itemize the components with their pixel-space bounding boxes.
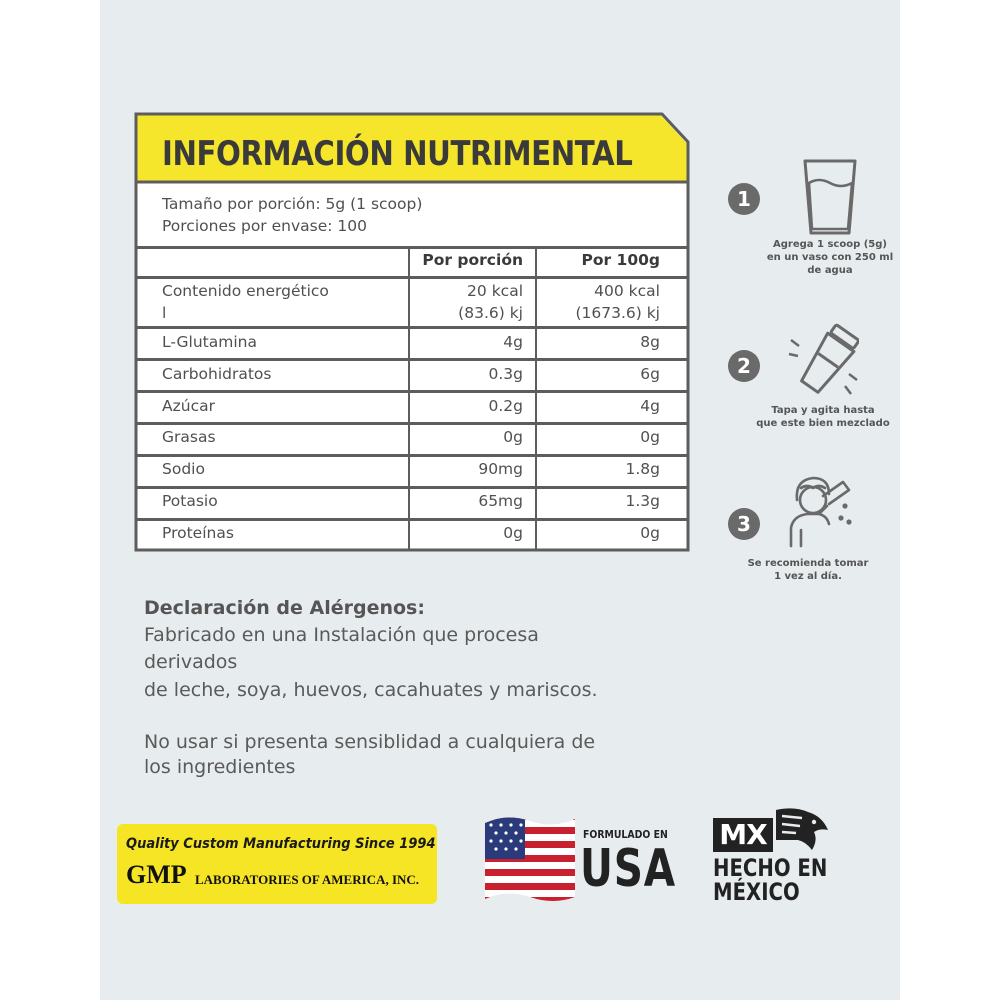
value-per-100g: 1.8g xyxy=(625,460,660,478)
divider xyxy=(137,486,687,489)
value-per-100g: 1.3g xyxy=(625,492,660,510)
serving-size: Tamaño por porción: 5g (1 scoop) xyxy=(162,195,423,213)
step-line: Se recomienda tomar xyxy=(747,558,869,569)
value-per-100g: 400 kcal xyxy=(594,282,660,300)
shaker-icon xyxy=(787,320,859,396)
value-per-100g-kj: (1673.6) kj xyxy=(575,304,660,322)
allergen-title: Declaración de Alérgenos: xyxy=(144,597,425,619)
column-divider xyxy=(408,248,410,550)
divider xyxy=(137,422,687,425)
step-line: Tapa y agita hasta xyxy=(771,405,875,416)
divider xyxy=(137,326,687,329)
step-instructions xyxy=(755,238,905,277)
nutrient-name: Sodio xyxy=(162,460,205,478)
made-in-label: HECHO EN xyxy=(713,854,828,882)
allergen-line: derivados xyxy=(144,651,238,673)
col-header-per-100g: Por 100g xyxy=(581,251,660,269)
column-divider xyxy=(535,248,537,550)
step-number: 1 xyxy=(728,183,760,215)
gmp-badge xyxy=(117,824,437,904)
value-per-serving: 20 kcal xyxy=(467,282,523,300)
value-per-100g: 0g xyxy=(640,524,660,542)
step-line: que este bien mezclado xyxy=(756,418,890,429)
nutrient-name: L-Glutamina xyxy=(162,333,257,351)
value-per-serving: 0g xyxy=(503,524,523,542)
warning-line: No usar si presenta sensiblidad a cualquiera de xyxy=(144,731,596,753)
gmp-tagline: Quality Custom Manufacturing Since 1994 xyxy=(126,836,436,852)
allergen-line: de leche, soya, huevos, cacahuates y mariscos. xyxy=(144,679,598,701)
nutrient-name: Potasio xyxy=(162,492,218,510)
warning-line: los ingredientes xyxy=(144,756,296,778)
nutrition-title: INFORMACIÓN NUTRIMENTAL xyxy=(162,134,633,174)
step-line: de agua xyxy=(807,265,853,276)
value-per-100g: 6g xyxy=(640,365,660,383)
value-per-100g: 4g xyxy=(640,397,660,415)
person-drinking-icon xyxy=(783,472,863,548)
mx-badge: MX xyxy=(713,818,773,852)
usa-flag-icon xyxy=(483,813,577,905)
gmp-company: LABORATORIES OF AMERICA, INC. xyxy=(195,872,420,887)
divider xyxy=(137,246,687,249)
nutrient-name: Grasas xyxy=(162,428,216,446)
nutrient-name: Contenido energético xyxy=(162,282,329,300)
gmp-brand: GMP xyxy=(126,860,187,889)
value-per-serving-kj: (83.6) kj xyxy=(458,304,523,322)
step-line: 1 vez al día. xyxy=(774,571,842,582)
step-line: Agrega 1 scoop (5g) xyxy=(773,239,887,250)
nutrient-name: Proteínas xyxy=(162,524,234,542)
allergen-line: Fabricado en una Instalación que procesa xyxy=(144,624,539,646)
nutrition-facts-table xyxy=(134,112,690,552)
mexico-label: MÉXICO xyxy=(713,878,800,906)
divider xyxy=(137,358,687,361)
value-per-serving: 4g xyxy=(503,333,523,351)
col-header-per-serving: Por porción xyxy=(422,251,523,269)
nutrient-name: Carbohidratos xyxy=(162,365,272,383)
nutrient-name-cont: l xyxy=(162,304,167,322)
value-per-serving: 0.3g xyxy=(488,365,523,383)
step-number: 2 xyxy=(728,350,760,382)
serving-info xyxy=(162,193,422,237)
divider xyxy=(137,276,687,279)
step-instructions xyxy=(733,557,883,583)
divider xyxy=(137,390,687,393)
nutrient-name: Azúcar xyxy=(162,397,215,415)
step-line: en un vaso con 250 ml xyxy=(766,252,894,263)
value-per-100g: 0g xyxy=(640,428,660,446)
value-per-100g: 8g xyxy=(640,333,660,351)
glass-of-water-icon xyxy=(797,157,863,237)
value-per-serving: 0g xyxy=(503,428,523,446)
eagle-icon xyxy=(772,806,830,856)
value-per-serving: 90mg xyxy=(478,460,523,478)
divider xyxy=(137,518,687,521)
step-instructions xyxy=(748,404,898,430)
step-number: 3 xyxy=(728,508,760,540)
value-per-serving: 0.2g xyxy=(488,397,523,415)
usa-label: USA xyxy=(580,839,676,899)
value-per-serving: 65mg xyxy=(478,492,523,510)
servings-per-container: Porciones por envase: 100 xyxy=(162,217,367,235)
divider xyxy=(137,454,687,457)
formulated-in-label: FORMULADO EN xyxy=(583,828,668,841)
